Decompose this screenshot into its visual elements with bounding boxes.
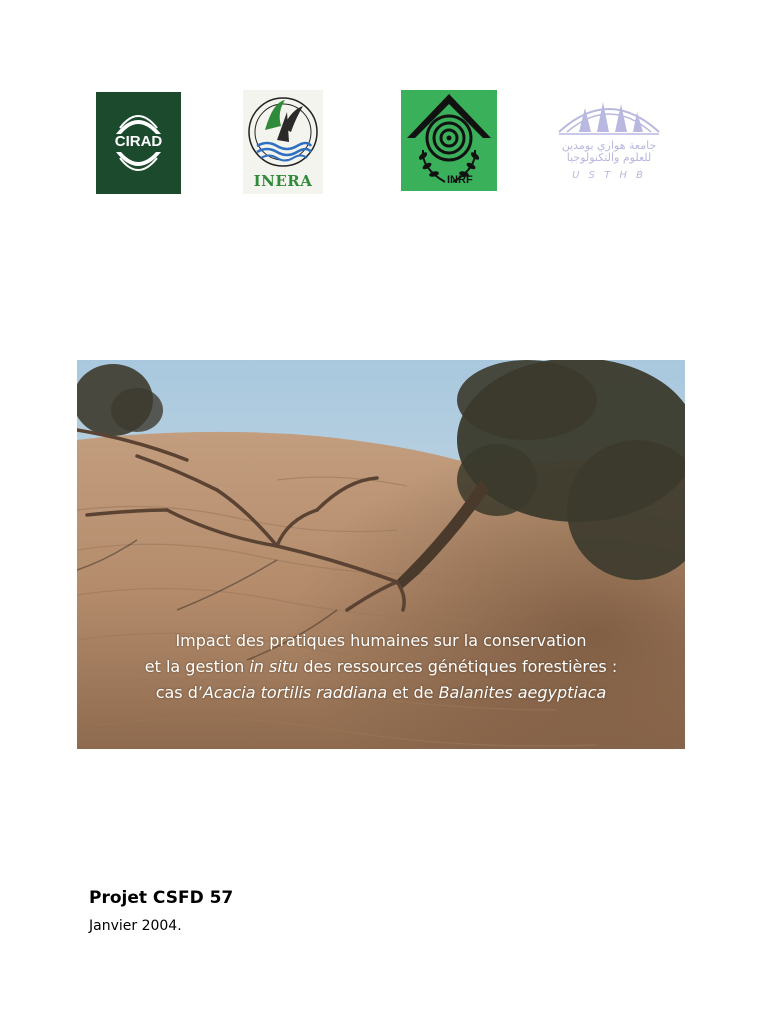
caption-text-1: Impact des pratiques humaines sur la conservation (175, 631, 587, 650)
caption-text-2b: des ressources génétiques forestières : (298, 657, 618, 676)
cover-photo (77, 360, 685, 749)
usthb-logo (553, 92, 665, 184)
caption-text-3a: cas d’ (155, 683, 203, 702)
usthb-latin-text: U S T H B (572, 170, 646, 181)
caption-italic-in-situ: in situ (249, 657, 299, 676)
cirad-logo-text: CIRAD (114, 133, 163, 150)
caption-line-1 (77, 628, 685, 654)
inera-logo-text: INERA (253, 172, 313, 190)
caption-text-3b: et de (387, 683, 439, 702)
caption-italic-balanites: Balanites aegyptiaca (438, 683, 607, 702)
caption-text-2a: et la gestion (144, 657, 250, 676)
project-date: Janvier 2004. (89, 918, 182, 934)
inera-logo (243, 90, 323, 194)
caption-line-3 (77, 680, 685, 706)
caption-line-2 (77, 654, 685, 680)
caption-italic-acacia: Acacia tortilis raddiana (202, 683, 388, 702)
project-title: Projet CSFD 57 (89, 888, 234, 908)
cirad-logo (96, 92, 181, 194)
inrf-logo-text: INRF (447, 174, 473, 186)
usthb-arabic-text: جامعة هواري بومدين للعلوم والتكنولوجيا (561, 139, 657, 164)
inrf-logo (401, 90, 497, 191)
